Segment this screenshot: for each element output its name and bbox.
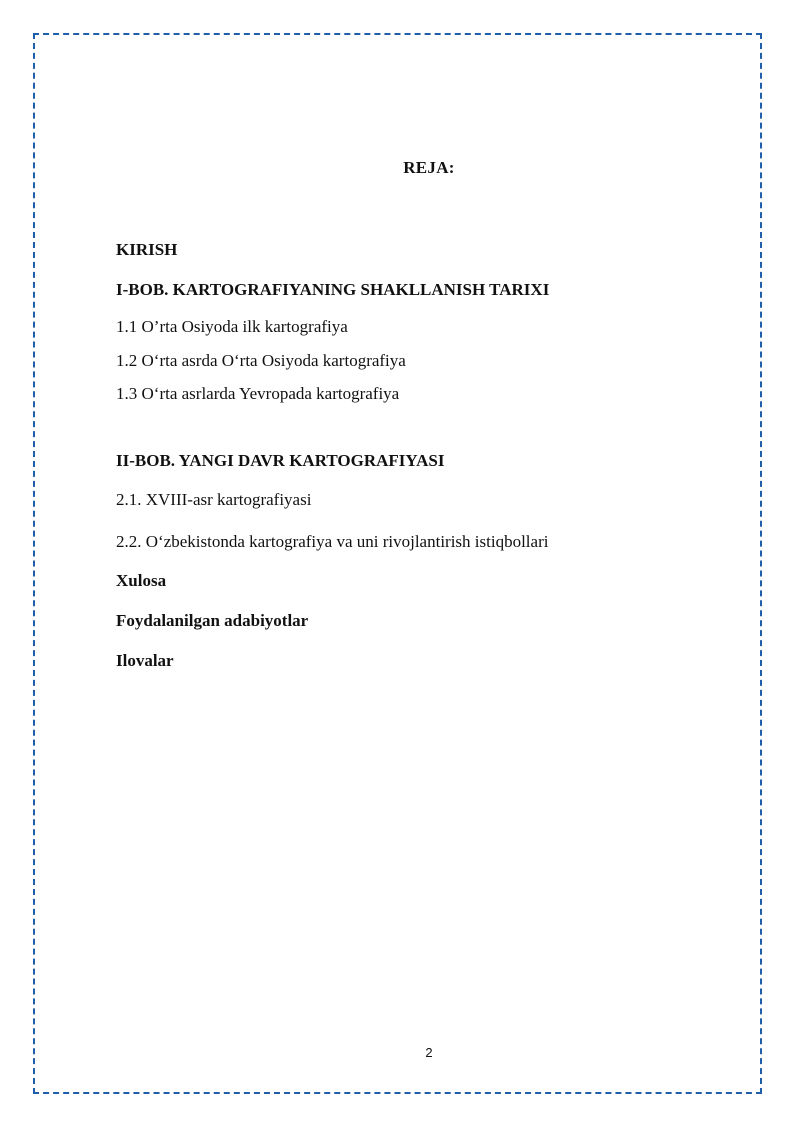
toc-item-appendices: Ilovalar <box>116 651 174 670</box>
toc-item-references: Foydalanilgan adabiyotlar <box>116 611 309 630</box>
toc-section-1-2: 1.2 O‘rta asrda O‘rta Osiyoda kartografiya <box>116 351 406 370</box>
toc-item-conclusion: Xulosa <box>116 571 167 590</box>
page-number: 2 <box>425 1045 433 1060</box>
toc-section-2-2: 2.2. O‘zbekistonda kartografiya va uni rivojlantirish istiqbollari <box>116 532 549 551</box>
toc-section-2-1: 2.1. XVIII-asr kartografiyasi <box>116 490 312 509</box>
toc-chapter-1: I-BOB. KARTOGRAFIYANING SHAKLLANISH TARIXI <box>116 280 550 299</box>
page-title: REJA: <box>403 158 455 177</box>
toc-section-1-3: 1.3 O‘rta asrlarda Yevropada kartografiya <box>116 384 400 403</box>
page-border <box>33 33 762 1094</box>
toc-item-intro: KIRISH <box>116 240 178 259</box>
toc-chapter-2: II-BOB. YANGI DAVR KARTOGRAFIYASI <box>116 451 445 470</box>
toc-section-1-1: 1.1 O’rta Osiyoda ilk kartografiya <box>116 317 348 336</box>
